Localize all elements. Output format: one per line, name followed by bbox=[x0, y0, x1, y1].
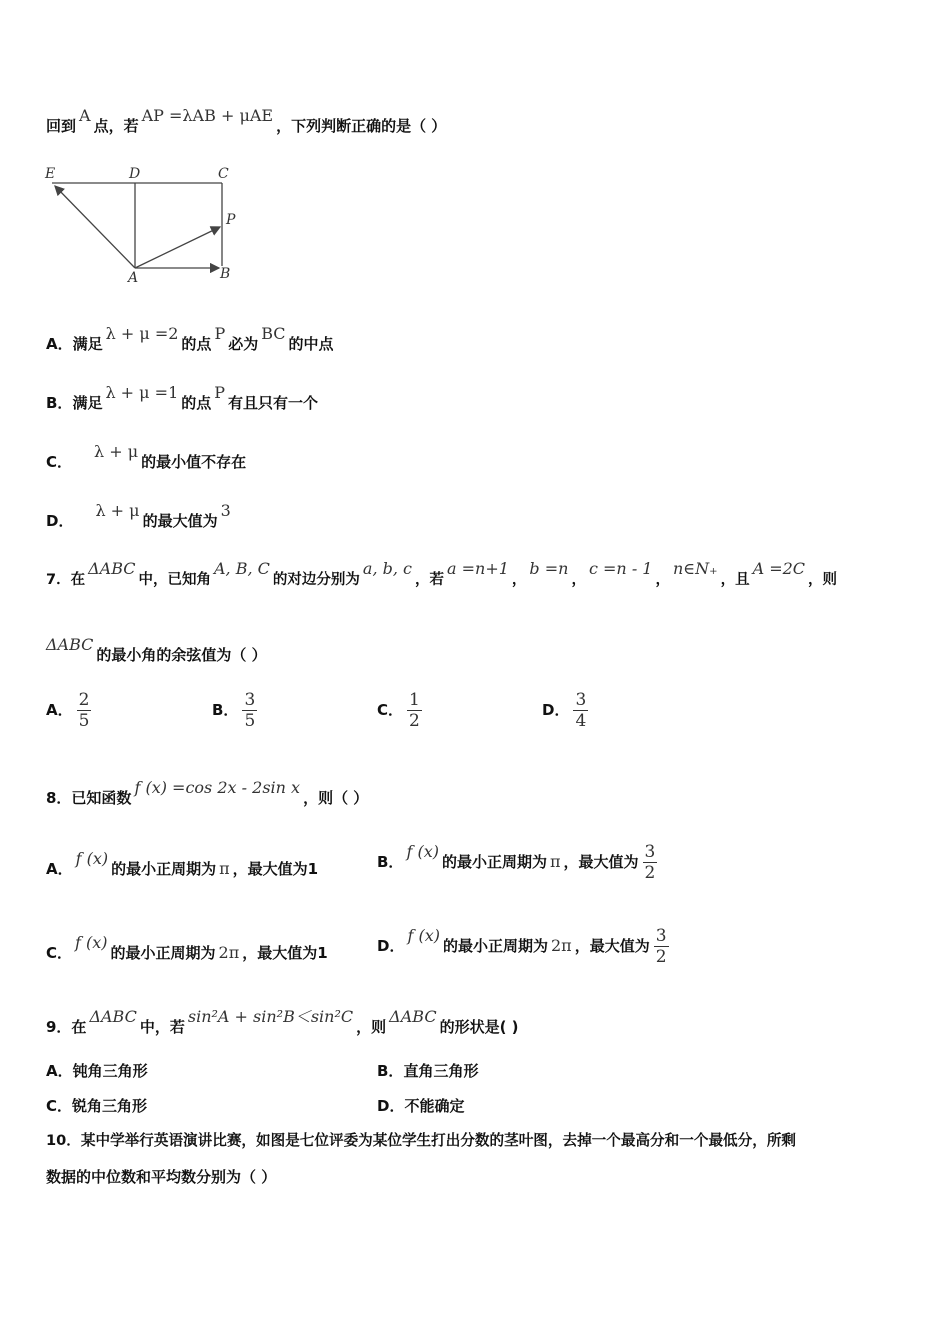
text: 7．在 bbox=[46, 572, 86, 588]
text: 9．在 bbox=[46, 1018, 87, 1036]
q8-option-b bbox=[377, 842, 661, 883]
label-c: C bbox=[218, 166, 229, 182]
text: ，且 bbox=[720, 572, 750, 588]
q6-option-d bbox=[46, 501, 234, 531]
q6-option-b bbox=[46, 383, 319, 413]
fraction bbox=[654, 926, 669, 967]
option-label: D． bbox=[542, 701, 570, 719]
q6-option-c bbox=[46, 442, 247, 472]
option-label: C． bbox=[46, 944, 73, 962]
q7-option-b bbox=[212, 690, 261, 731]
math: π bbox=[549, 852, 561, 871]
text: ， bbox=[655, 572, 670, 588]
q8-stem bbox=[46, 778, 369, 808]
fraction bbox=[77, 690, 92, 731]
math: f (x) bbox=[406, 842, 439, 861]
q6-intro bbox=[46, 106, 447, 136]
q8-option-c bbox=[46, 933, 328, 963]
text: 的形状是( ) bbox=[439, 1018, 519, 1036]
option-label: B． bbox=[377, 1062, 404, 1080]
text: 中，若 bbox=[139, 1018, 185, 1036]
text: ，则（ ） bbox=[303, 789, 369, 807]
text: 的最小正周期为 bbox=[111, 860, 217, 878]
option-label: A． bbox=[46, 1062, 73, 1080]
fraction bbox=[643, 842, 658, 883]
denominator: 5 bbox=[78, 711, 90, 731]
text: ， bbox=[511, 572, 527, 588]
text: 的最小角的余弦值为（ ） bbox=[96, 646, 267, 664]
value: 1 bbox=[317, 944, 328, 962]
math: f (x) bbox=[75, 849, 109, 868]
text: 的最小正周期为 bbox=[110, 944, 216, 962]
math: λ + μ bbox=[95, 501, 140, 520]
math: 3 bbox=[220, 501, 231, 520]
math: c =n - 1 bbox=[588, 559, 653, 578]
q9-stem bbox=[46, 1007, 519, 1037]
numerator: 3 bbox=[644, 842, 656, 862]
math: P bbox=[214, 324, 226, 343]
math: ΔABC bbox=[89, 1007, 137, 1026]
text: 的最小值不存在 bbox=[141, 453, 247, 471]
vector-ae bbox=[55, 186, 135, 268]
text: 满足 bbox=[72, 394, 103, 412]
text: 的点 bbox=[181, 394, 212, 412]
text: ，最大值为 bbox=[563, 853, 639, 871]
option-label: B． bbox=[377, 853, 404, 871]
q9-option-b bbox=[377, 1060, 478, 1081]
text: 的对边分别为 bbox=[272, 572, 360, 588]
text: ，最大值为 bbox=[574, 937, 650, 955]
text: 的最小正周期为 bbox=[442, 937, 548, 955]
text: 的最大值为 bbox=[142, 512, 218, 530]
q9-option-d bbox=[377, 1095, 464, 1116]
option-label: D． bbox=[377, 1097, 405, 1115]
q9-option-a bbox=[46, 1060, 148, 1081]
label-a: A bbox=[128, 270, 139, 283]
fraction bbox=[573, 690, 588, 731]
option-label: A． bbox=[46, 335, 73, 353]
q7-stem-line1 bbox=[46, 559, 838, 589]
option-label: B． bbox=[46, 394, 73, 412]
math: A =2C bbox=[752, 559, 806, 578]
math: ΔABC bbox=[46, 635, 94, 654]
label-d: D bbox=[129, 166, 141, 182]
label-b: B bbox=[220, 266, 231, 282]
math: BC bbox=[261, 324, 286, 343]
math: b =n bbox=[529, 559, 569, 578]
option-label: C． bbox=[46, 453, 73, 471]
q7-option-d bbox=[542, 690, 592, 731]
denominator: 2 bbox=[655, 947, 667, 967]
text: 中，已知角 bbox=[138, 572, 211, 588]
q8-option-d bbox=[377, 926, 673, 967]
option-label: B． bbox=[212, 701, 239, 719]
text: ，若 bbox=[415, 572, 444, 588]
text: ，下列判断正确的是（ ） bbox=[276, 117, 447, 135]
denominator: 2 bbox=[644, 863, 656, 883]
numerator: 2 bbox=[78, 690, 90, 710]
math: 2π bbox=[550, 936, 572, 955]
numerator: 3 bbox=[655, 926, 667, 946]
text: ，最大值为 bbox=[232, 860, 308, 878]
option-text: 钝角三角形 bbox=[72, 1062, 148, 1080]
function-definition: f (x) =cos 2x - 2sin x bbox=[134, 778, 301, 797]
q7-stem-line2 bbox=[46, 635, 267, 665]
q8-option-a bbox=[46, 849, 319, 879]
text: ，则 bbox=[808, 572, 838, 588]
text: ， bbox=[571, 572, 586, 588]
math: π bbox=[219, 859, 230, 878]
text: 8．已知函数 bbox=[46, 789, 132, 807]
option-text: 锐角三角形 bbox=[72, 1097, 148, 1115]
q10-stem-line2: 数据的中位数和平均数分别为（ ） bbox=[46, 1168, 277, 1186]
option-label: C． bbox=[46, 1097, 73, 1115]
math: a =n+1 bbox=[447, 559, 509, 578]
label-e: E bbox=[45, 166, 56, 182]
math: λ + μ =2 bbox=[105, 324, 179, 343]
text: 回到 bbox=[46, 117, 77, 135]
inequality: sin²A + sin²B＜sin²C bbox=[187, 1007, 354, 1026]
math: ΔABC bbox=[88, 559, 136, 578]
text: 的点 bbox=[181, 335, 212, 353]
denominator: 5 bbox=[244, 711, 256, 731]
denominator: 4 bbox=[575, 711, 587, 731]
math: f (x) bbox=[75, 933, 108, 952]
text: ，最大值为 bbox=[242, 944, 318, 962]
q7-option-a bbox=[46, 690, 95, 731]
option-label: A． bbox=[46, 701, 73, 719]
text: 必为 bbox=[228, 335, 259, 353]
text: 的中点 bbox=[288, 335, 334, 353]
text: 有且只有一个 bbox=[228, 394, 319, 412]
denominator: 2 bbox=[409, 711, 420, 731]
vector-ap bbox=[135, 227, 220, 268]
math: λ + μ bbox=[94, 442, 139, 461]
q10-stem-line1: 10．某中学举行英语演讲比赛，如图是七位评委为某位学生打出分数的茎叶图，去掉一个最高分和一个最低分，所剩 bbox=[46, 1132, 797, 1149]
vector-equation: AP =λAB + μAE bbox=[141, 106, 274, 125]
option-text: 不能确定 bbox=[404, 1097, 465, 1115]
option-label: D． bbox=[377, 937, 405, 955]
fraction bbox=[407, 690, 422, 731]
q9-option-c bbox=[46, 1095, 147, 1116]
option-text: 直角三角形 bbox=[403, 1062, 479, 1080]
q7-option-c bbox=[377, 690, 426, 731]
numerator: 1 bbox=[409, 690, 420, 710]
numerator: 3 bbox=[575, 690, 587, 710]
math: A, B, C bbox=[214, 559, 270, 578]
text: 的最小正周期为 bbox=[441, 853, 547, 871]
math: 2π bbox=[218, 943, 240, 962]
numerator: 3 bbox=[244, 690, 256, 710]
value: 1 bbox=[307, 860, 319, 878]
text: ，则 bbox=[356, 1018, 387, 1036]
text: 满足 bbox=[72, 335, 103, 353]
option-label: D． bbox=[46, 512, 74, 530]
math: P bbox=[214, 383, 226, 402]
geometry-figure bbox=[40, 158, 250, 283]
math-a: A bbox=[79, 106, 91, 125]
label-p: P bbox=[226, 212, 236, 228]
option-label: C． bbox=[377, 701, 404, 719]
math: ΔABC bbox=[389, 1007, 437, 1026]
math: λ + μ =1 bbox=[105, 383, 179, 402]
option-label: A． bbox=[46, 860, 73, 878]
math: n∈N₊ bbox=[672, 559, 718, 578]
math: a, b, c bbox=[362, 559, 412, 578]
math: f (x) bbox=[407, 926, 440, 945]
fraction bbox=[242, 690, 257, 731]
q6-option-a bbox=[46, 324, 334, 354]
text: 点，若 bbox=[93, 117, 139, 135]
